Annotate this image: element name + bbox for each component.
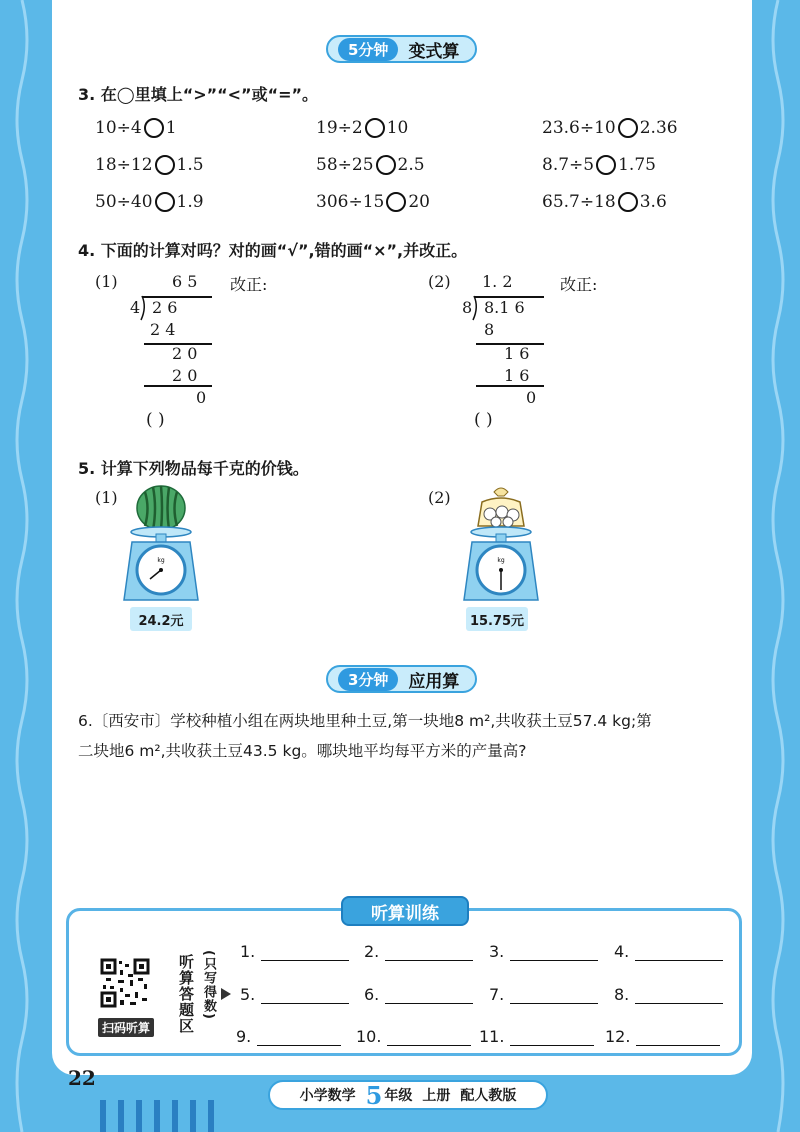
division-bracket-curve [470, 295, 480, 321]
footer-book-info [268, 1080, 548, 1110]
compare-item: 58÷25 2.5 [316, 155, 425, 175]
answer-blank[interactable]: 6. [364, 985, 473, 1004]
play-arrow-icon [220, 987, 232, 1001]
footer-volume: 上册 [422, 1088, 451, 1104]
answer-area-note: (只写得数) [201, 950, 216, 1020]
division-divisor: 4 [130, 298, 141, 317]
answer-circle[interactable] [618, 118, 638, 138]
footer-grade-number: 5 [365, 1080, 383, 1110]
division-quotient: 1. 2 [482, 272, 513, 291]
compare-item: 18÷12 1.5 [95, 155, 204, 175]
division-step: 1 6 [504, 366, 530, 385]
division-step: 2 0 [172, 366, 198, 385]
answer-blank[interactable]: 12. [605, 1027, 720, 1046]
svg-text:kg: kg [157, 557, 165, 564]
division-step: 1 6 [504, 344, 530, 363]
answer-circle[interactable] [155, 192, 175, 212]
answer-blank[interactable]: 3. [489, 942, 598, 961]
answer-blank[interactable]: 1. [240, 942, 349, 961]
compare-item: 23.6÷10 2.36 [542, 118, 678, 138]
answer-area-label: 听算答题区 [177, 954, 195, 1034]
answer-blank[interactable]: 9. [236, 1027, 341, 1046]
bag-icon [460, 482, 542, 602]
scan-label: 扫码听算 [98, 1018, 154, 1037]
answer-circle[interactable] [376, 155, 396, 175]
division-bracket-curve [138, 295, 148, 321]
division-remainder: 0 [526, 388, 537, 407]
answer-blank[interactable]: 2. [364, 942, 473, 961]
section-header-variant [326, 35, 477, 63]
item-2-label: (2) [428, 488, 451, 507]
section-title: 变式算 [408, 41, 460, 62]
division-rule [476, 385, 544, 387]
compare-item: 19÷2 10 [316, 118, 409, 138]
question-6-line: 6.〔西安市〕学校种植小组在两块地里种土豆,第一块地8 m²,共收获土豆57.4 kg;第 [78, 712, 652, 730]
division-divisor: 8 [462, 298, 473, 317]
compare-item: 65.7÷18 3.6 [542, 192, 667, 212]
division-step: 2 4 [150, 320, 176, 339]
svg-text:kg: kg [497, 557, 505, 564]
footer-edition: 配人教版 [460, 1088, 517, 1104]
answer-circle[interactable] [596, 155, 616, 175]
price-tag: 24.2元 [130, 607, 192, 631]
question-6 [78, 706, 740, 766]
answer-blank[interactable]: 8. [614, 985, 723, 1004]
answer-circle[interactable] [365, 118, 385, 138]
item-1-label: (1) [95, 488, 118, 507]
answer-blank[interactable]: 5. [240, 985, 349, 1004]
footer-subject: 小学数学 [299, 1088, 356, 1104]
problem-1-label: (1) [95, 272, 118, 291]
section-title: 应用算 [408, 671, 460, 692]
answer-blank[interactable]: 4. [614, 942, 723, 961]
compare-item: 8.7÷5 1.75 [542, 155, 656, 175]
price-tag: 15.75元 [466, 607, 528, 631]
footer-grade [366, 1081, 413, 1110]
watermelon-icon [120, 482, 202, 602]
correction-label: 改正: [560, 275, 598, 294]
footer-grade-suffix: 年级 [384, 1088, 413, 1104]
answer-circle[interactable] [144, 118, 164, 138]
section-time-badge: 5分钟 [338, 38, 398, 61]
question-3-title: 3. 在◯里填上“>”“<”或“=”。 [78, 85, 319, 104]
answer-circle[interactable] [618, 192, 638, 212]
question-4-title: 4. 下面的计算对吗？对的画“√”,错的画“×”,并改正。 [78, 241, 468, 260]
compare-item: 10÷4 1 [95, 118, 177, 138]
question-5-title: 5. 计算下列物品每千克的价钱。 [78, 459, 309, 478]
division-remainder: 0 [196, 388, 207, 407]
answer-blank[interactable]: 11. [479, 1027, 594, 1046]
problem-2-label: (2) [428, 272, 451, 291]
section-time-badge: 3分钟 [338, 668, 398, 691]
page-number: 22 [68, 1066, 96, 1090]
answer-circle[interactable] [386, 192, 406, 212]
qr-code-icon[interactable] [100, 958, 150, 1008]
answer-blank[interactable]: 7. [489, 985, 598, 1004]
compare-item: 306÷15 20 [316, 192, 430, 212]
division-dividend: 8.1 6 [484, 298, 525, 317]
answer-circle[interactable] [155, 155, 175, 175]
division-step: 8 [484, 320, 495, 339]
judgement-parens[interactable]: ( ) [146, 410, 165, 430]
answer-blank[interactable]: 10. [356, 1027, 471, 1046]
judgement-parens[interactable]: ( ) [474, 410, 493, 430]
question-6-line: 二块地6 m²,共收获土豆43.5 kg。哪块地平均每平方米的产量高? [78, 742, 527, 760]
compare-item: 50÷40 1.9 [95, 192, 204, 212]
division-step: 2 0 [172, 344, 198, 363]
division-rule [144, 385, 212, 387]
division-dividend: 2 6 [152, 298, 178, 317]
correction-label: 改正: [230, 275, 268, 294]
listening-title: 听算训练 [341, 896, 469, 926]
section-header-applied [326, 665, 477, 693]
division-quotient: 6 5 [172, 272, 198, 291]
